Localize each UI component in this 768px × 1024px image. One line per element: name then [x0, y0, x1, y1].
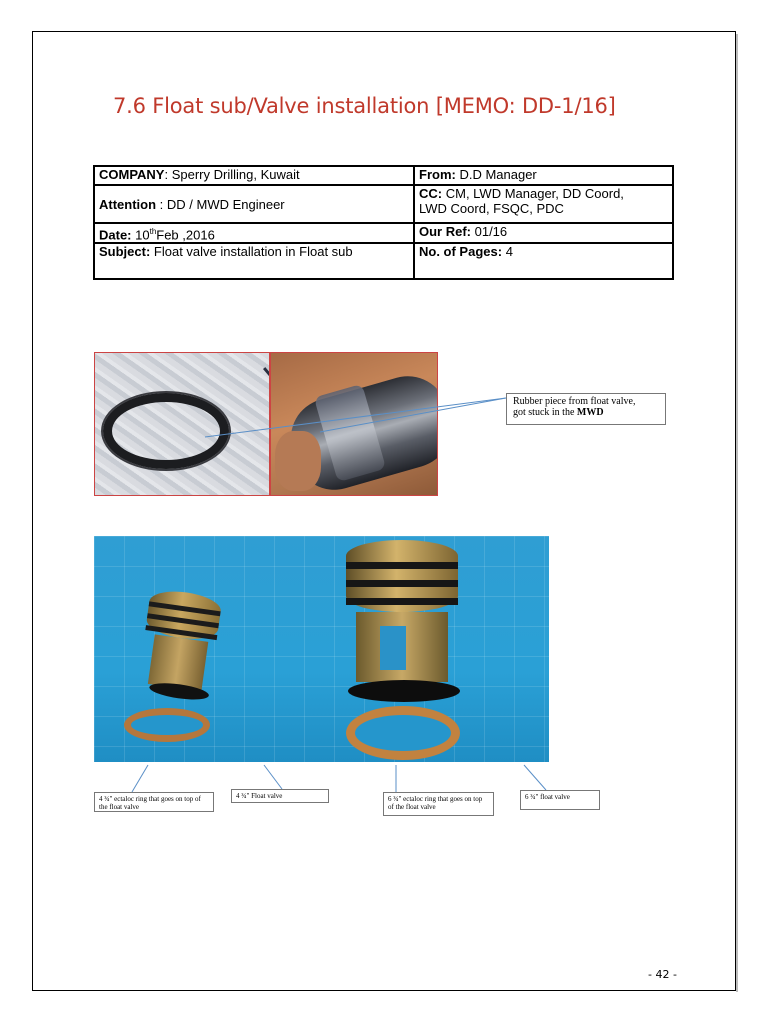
memo-cc-cell	[414, 185, 673, 223]
float-valve-6-75-shape	[346, 540, 458, 710]
memo-ref-cell	[414, 223, 673, 243]
memo-company-label: COMPANY	[99, 167, 165, 182]
caption-ring-6-75: 6 ¾" ectaloc ring that goes on top of the float valve	[383, 792, 494, 816]
memo-ref-label: Our Ref:	[419, 224, 471, 239]
valve-big-window	[380, 626, 406, 670]
rubber-ring-shape	[103, 393, 229, 469]
page-number: - 42 -	[648, 968, 677, 981]
memo-pages-value: 4	[502, 244, 513, 260]
memo-attention-value: : DD / MWD Engineer	[156, 196, 285, 212]
memo-cc-value-line1: CM, LWD Manager, DD Coord,	[442, 186, 624, 201]
memo-cc-value-line2: LWD Coord, FSQC, PDC	[419, 201, 564, 216]
ectaloc-ring-4-75-shape	[124, 708, 210, 742]
memo-subject-cell	[94, 243, 414, 279]
rubber-ring-photo	[94, 352, 270, 496]
valve-big-stripe	[346, 598, 458, 605]
memo-attention-label: Attention	[99, 196, 157, 212]
valve-big-stripe	[346, 562, 458, 569]
memo-date-day: 10	[131, 227, 150, 243]
hand-shape	[275, 431, 321, 491]
memo-header-table	[93, 165, 674, 280]
rubber-callout-mwd: MWD	[576, 407, 604, 418]
ectaloc-ring-6-75-shape	[346, 706, 460, 760]
rubber-piece-callout	[506, 393, 666, 425]
caption-valve-4-75: 4 ¾" Float valve	[231, 789, 329, 803]
memo-subject-value: Float valve installation in Float sub	[150, 244, 353, 260]
memo-date-rest: Feb ,2016	[156, 227, 215, 243]
float-valve-4-75-shape	[137, 587, 222, 696]
memo-subject-label: Subject:	[99, 244, 151, 260]
memo-from-value: D.D Manager	[455, 167, 537, 182]
memo-attention-cell	[94, 185, 414, 223]
caption-ring-4-75: 4 ¾" ectaloc ring that goes on top of the float valve	[94, 792, 214, 812]
memo-row-subject	[94, 243, 673, 279]
memo-company-cell	[94, 166, 414, 185]
memo-row-attention	[94, 185, 673, 223]
memo-cc-label: CC:	[419, 186, 443, 201]
valve-big-base	[348, 680, 460, 702]
caption-valve-6-75: 6 ¾" float valve	[520, 790, 600, 810]
valve-big-stripe	[346, 580, 458, 587]
memo-row-date	[94, 223, 673, 243]
section-title: 7.6 Float sub/Valve installation [MEMO: DD-1/16]	[113, 94, 616, 118]
memo-from-label: From:	[419, 167, 456, 182]
memo-date-sup: th	[149, 227, 157, 236]
memo-ref-value: 01/16	[471, 224, 508, 239]
memo-date-label: Date:	[99, 227, 132, 243]
memo-pages-label: No. of Pages:	[419, 244, 503, 260]
memo-company-value: : Sperry Drilling, Kuwait	[164, 167, 300, 182]
memo-row-company	[94, 166, 673, 185]
memo-date-cell	[94, 223, 414, 243]
rubber-callout-line2: got stuck in the	[513, 407, 577, 418]
pen-shape	[263, 367, 270, 459]
memo-from-cell	[414, 166, 673, 185]
rubber-callout-line1: Rubber piece from float valve,	[513, 396, 636, 407]
memo-pages-cell	[414, 243, 673, 279]
float-valves-photo	[94, 536, 549, 762]
mwd-tool-photo	[270, 352, 438, 496]
